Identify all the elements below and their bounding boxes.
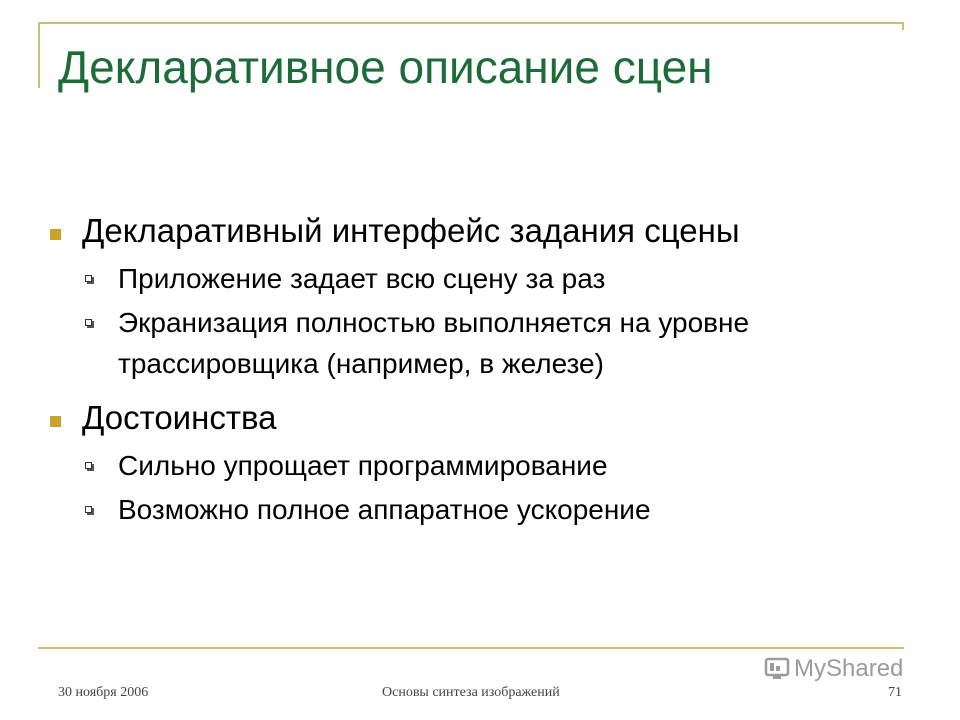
sub-bullet-item bbox=[48, 445, 918, 486]
footer-rule bbox=[38, 647, 904, 649]
sub-bullet-text: Сильно упрощает программирование bbox=[118, 450, 608, 481]
checkbox-bullet-icon bbox=[85, 319, 92, 326]
bullet-text: Декларативный интерфейс задания сцены bbox=[82, 212, 740, 249]
slide-title: Декларативное описание сцен bbox=[58, 41, 713, 93]
square-bullet-icon bbox=[50, 416, 61, 427]
sub-bullet-text: Экранизация полностью выполняется на уровне трассировщика (например, в железе) bbox=[118, 307, 750, 379]
sub-bullet-item bbox=[48, 489, 918, 530]
watermark-text: MyShared bbox=[794, 655, 904, 682]
footer-date: 30 ноября 2006 bbox=[58, 685, 149, 700]
checkbox-bullet-icon bbox=[85, 506, 92, 513]
bullet-text: Достоинства bbox=[82, 399, 277, 436]
left-rule bbox=[38, 22, 40, 88]
watermark-logo bbox=[764, 655, 903, 683]
top-rule bbox=[38, 22, 904, 24]
sub-bullet-text: Приложение задает всю сцену за раз bbox=[118, 263, 606, 294]
square-bullet-icon bbox=[50, 229, 61, 240]
footer-course: Основы синтеза изображений bbox=[382, 685, 560, 700]
myshared-logo-icon bbox=[764, 656, 790, 682]
bullet-list bbox=[48, 205, 918, 530]
sub-bullet-text: Возможно полное аппаратное ускорение bbox=[118, 494, 651, 525]
slide-number: 71 bbox=[888, 685, 902, 700]
sub-bullet-item bbox=[48, 302, 918, 384]
right-rule bbox=[902, 22, 904, 30]
bullet-item bbox=[48, 394, 918, 442]
checkbox-bullet-icon bbox=[85, 275, 92, 282]
bullet-item bbox=[48, 207, 918, 255]
checkbox-bullet-icon bbox=[85, 462, 92, 469]
sub-bullet-item bbox=[48, 258, 918, 299]
